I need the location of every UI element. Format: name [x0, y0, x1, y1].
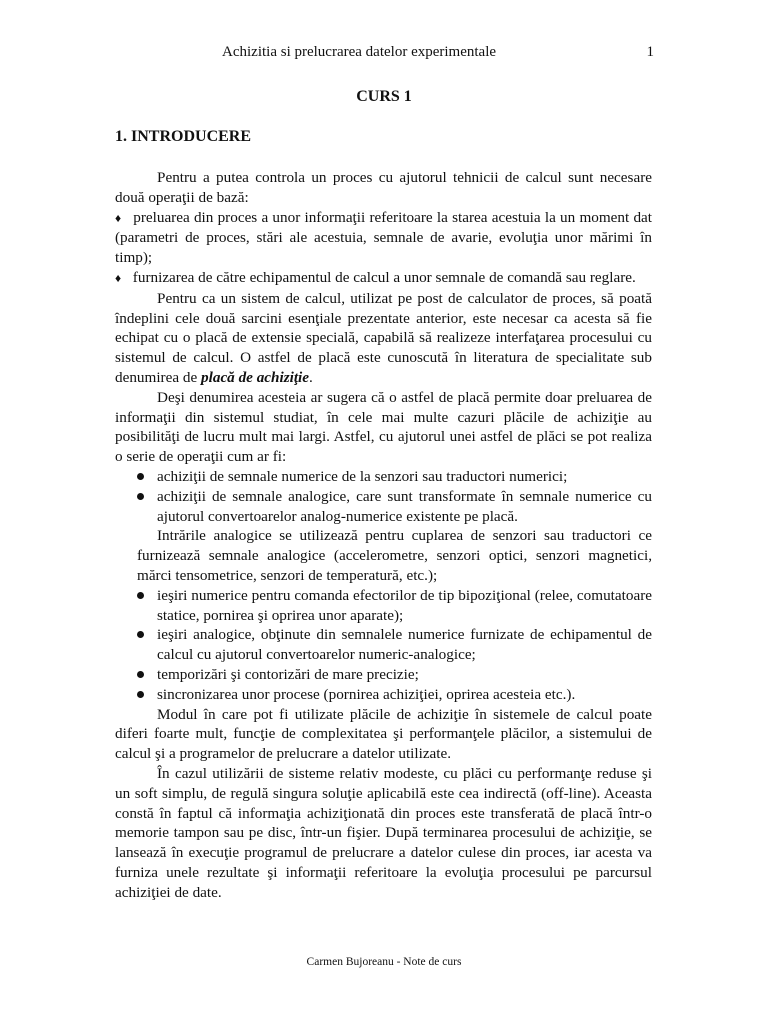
course-title: CURS 1	[356, 88, 412, 105]
list-item	[115, 685, 652, 705]
diamond-item-text: preluarea din proces a unor informaţii referitoare la starea acestuia la un moment dat (parametri de proces, stări ale acestuia, semnale de avarie, evoluţia unor mărimi în timp);	[115, 208, 653, 267]
list-item-text: sincronizarea unor procese (pornirea achiziţiei, oprirea acesteia etc.).	[157, 685, 576, 703]
list-item	[115, 586, 652, 626]
paragraph-acquisition-board	[115, 289, 652, 388]
bullet-dot-icon	[137, 671, 144, 678]
list-item	[115, 467, 652, 487]
diamond-list-item	[115, 268, 652, 289]
bullet-list-outputs	[115, 586, 652, 705]
diamond-bullet-icon: ♦	[115, 210, 122, 225]
paragraph-offline: În cazul utilizării de sisteme relativ modeste, cu plăci cu performanţe reduse şi un soft simplu, de regulă singura soluţie aplicabilă este cea indirectă (off-line). Aceasta constă în faptul că informaţia achiziţionată din proces este transferată de placă într-o memorie tampon sau pe disc, într-un fişier. După terminarea procesului de achiziţie, se lansează în execuţie programul de prelucrare a datelor culese din proces, iar acesta va furniza unele rezultate şi informaţii referitoare la evoluţia procesului pe parcursul achiziţiei de date.	[115, 764, 652, 901]
diamond-list-item	[115, 208, 652, 268]
paragraph-text: Pentru ca un sistem de calcul, utilizat pe post de calculator de proces, să poată îndeplini cele două sarcini esenţiale prezentate anterior, este necesar ca acesta să fie echipat cu o placă de extensie specială, capabilă să realizeze interfaţarea procesului cu sistemul de calcul. O astfel de placă este cunoscută în literatura de specialitate sub denumirea de	[115, 289, 652, 386]
diamond-item-text: furnizarea de către echipamentul de calcul a unor semnale de comandă sau reglare.	[132, 268, 636, 286]
list-item-text: achiziţii de semnale numerice de la senzori sau traductori numerici;	[157, 467, 568, 485]
section-heading: 1. INTRODUCERE	[115, 128, 252, 145]
list-item	[115, 625, 652, 665]
paragraph-operations: Deşi denumirea acesteia ar sugera că o astfel de placă permite doar preluarea de informaţii din sistemul studiat, în cele mai multe cazuri plăcile de achiziţie au posibilităţi de lucru mult mai largi. Astfel, cu ajutorul unei astfel de plăci se pot realiza o serie de operaţii cum ar fi:	[115, 388, 652, 466]
bullet-dot-icon	[137, 691, 144, 698]
page-number: 1	[646, 44, 654, 60]
bullet-dot-icon	[137, 631, 144, 638]
paragraph-intro: Pentru a putea controla un proces cu ajutorul tehnicii de calcul sunt necesare două operaţii de bază:	[115, 169, 652, 206]
page-footer: Carmen Bujoreanu - Note de curs	[306, 956, 462, 968]
list-item-text: temporizări şi contorizări de mare precizie;	[157, 665, 419, 683]
bullet-dot-icon	[137, 473, 144, 480]
list-item-text: ieşiri analogice, obţinute din semnalele numerice furnizate de echipamentul de calcul cu ajutorul convertoarelor numeric-analogice;	[157, 626, 652, 664]
running-title: Achizitia si prelucrarea datelor experimentale	[222, 44, 497, 60]
list-item-text: achiziţii de semnale analogice, care sunt transformate în semnale numerice cu ajutorul convertoarelor analog-numerice existente pe placă.	[157, 487, 652, 525]
bullet-dot-icon	[137, 592, 144, 599]
page-header	[120, 44, 660, 66]
list-item	[115, 665, 652, 685]
bullet-dot-icon	[137, 493, 144, 500]
paragraph-usage-modes: Modul în care pot fi utilizate plăcile de achiziţie în sistemele de calcul poate diferi foarte mult, funcţie de complexitatea şi performanţele plăcilor, a sistemului de calcul şi a programelor de prelucrare a datelor utilizate.	[115, 705, 652, 763]
list-item	[115, 487, 652, 527]
body-text	[115, 168, 652, 902]
emphasized-term: placă de achiziţie	[201, 368, 310, 386]
diamond-bullet-icon: ♦	[115, 270, 122, 285]
paragraph-end: .	[309, 368, 313, 386]
list-item-text: ieşiri numerice pentru comanda efectorilor de tip bipoziţional (relee, comutatoare statice, pornirea şi oprirea unor aparate);	[157, 586, 652, 624]
analog-inputs-note: Intrările analogice se utilizează pentru cuplarea de senzori sau traductori ce furnizează semnale analogice (accelerometre, senzori optici, senzori magnetici, mărci tensometrice, senzori de temperatură, etc.);	[137, 527, 652, 584]
bullet-list-inputs	[115, 467, 652, 526]
